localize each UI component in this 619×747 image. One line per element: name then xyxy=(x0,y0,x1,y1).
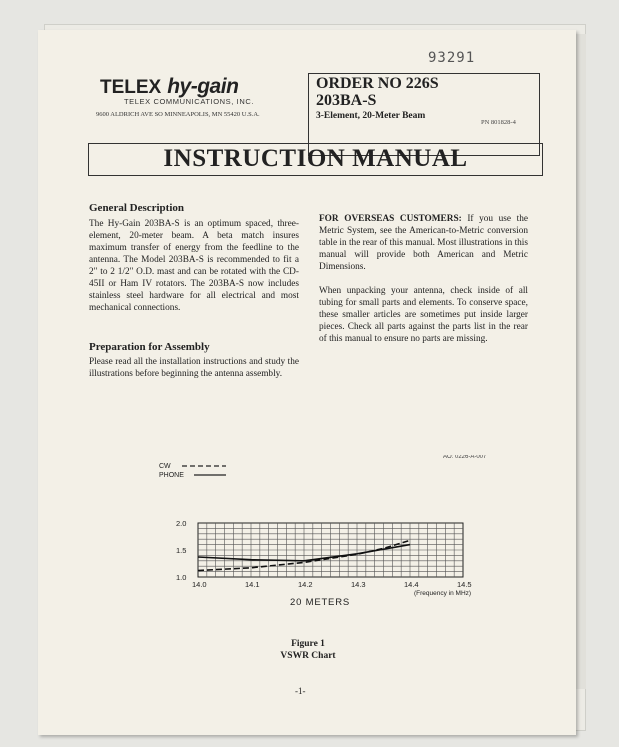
overseas-lead: FOR OVERSEAS CUSTOMERS: xyxy=(319,214,462,224)
y-tick-label: 2.0 xyxy=(176,519,187,528)
part-number: PN 801828-4 xyxy=(481,119,516,126)
company-name: TELEX COMMUNICATIONS, INC. xyxy=(124,97,255,106)
logo-brand: TELEX xyxy=(100,77,162,98)
company-address: 9600 ALDRICH AVE SO MINNEAPOLIS, MN 55420 U.S.A. xyxy=(96,111,260,118)
figure-number: Figure 1 xyxy=(291,639,325,649)
general-heading: General Description xyxy=(89,202,185,214)
document-page xyxy=(38,30,576,735)
x-tick-label: 14.1 xyxy=(245,580,260,589)
overseas-paragraph xyxy=(319,213,528,273)
model-number: 203BA-S xyxy=(316,92,377,109)
x-tick-label: 14.2 xyxy=(298,580,313,589)
legend-label-phone: PHONE xyxy=(159,472,184,479)
y-tick-label: 1.5 xyxy=(176,546,187,555)
chart-code: AO: 0226-A-007 xyxy=(443,455,487,460)
chart-ticks xyxy=(176,519,472,589)
general-body: The Hy-Gain 203BA-S is an optimum spaced, three-element, 20-meter beam. A beta match insures maximum transfer of energy from the feedline to the antenna. The Model 203BA-S is recommended to fit a 2" to 2 1/2" O.D. mast and can be rotated with the CD-45II or Ham IV rotators. The 203BA-S now includes stainless steel hardware for all electrical and most mechanical connections. xyxy=(89,219,299,313)
overseas-body: If you use the Metric System, see the American-to-Metric conversion table in the rear of this manual. Most illustrations in this manual will provide both American and Metric Dimensions. xyxy=(319,214,528,272)
unpack-body: When unpacking your antenna, check inside of all tubing for small parts and elements. To conserve space, these smaller articles are sometimes put inside larger pieces. Check all parts against the parts list in the rear of this manual to ensure no parts are missing. xyxy=(319,286,528,344)
order-number: ORDER NO 226S xyxy=(316,75,439,92)
prep-heading: Preparation for Assembly xyxy=(89,341,210,353)
x-axis-label: 20 METERS xyxy=(290,597,350,608)
y-tick-label: 1.0 xyxy=(176,573,187,582)
vswr-chart xyxy=(138,455,518,610)
page-edge xyxy=(576,34,586,689)
logo-hygain: hy-gain xyxy=(167,75,239,98)
page-number: -1- xyxy=(295,686,306,696)
telex-logo xyxy=(100,75,238,99)
x-tick-label: 14.4 xyxy=(404,580,419,589)
page-title: INSTRUCTION MANUAL xyxy=(163,145,468,172)
model-description: 3-Element, 20-Meter Beam xyxy=(316,111,426,121)
x-tick-label: 14.0 xyxy=(192,580,207,589)
x-tick-label: 14.3 xyxy=(351,580,366,589)
x-tick-label: 14.5 xyxy=(457,580,472,589)
chart-legend xyxy=(159,463,226,479)
x-axis-unit: (Frequency in MHz) xyxy=(414,590,472,597)
stamp-number: 93291 xyxy=(428,50,476,66)
prep-body: Please read all the installation instructions and study the illustrations before beginning the antenna assembly. xyxy=(89,357,299,379)
figure-title: VSWR Chart xyxy=(280,651,336,661)
legend-label-cw: CW xyxy=(159,463,171,470)
figure-caption xyxy=(248,638,368,662)
